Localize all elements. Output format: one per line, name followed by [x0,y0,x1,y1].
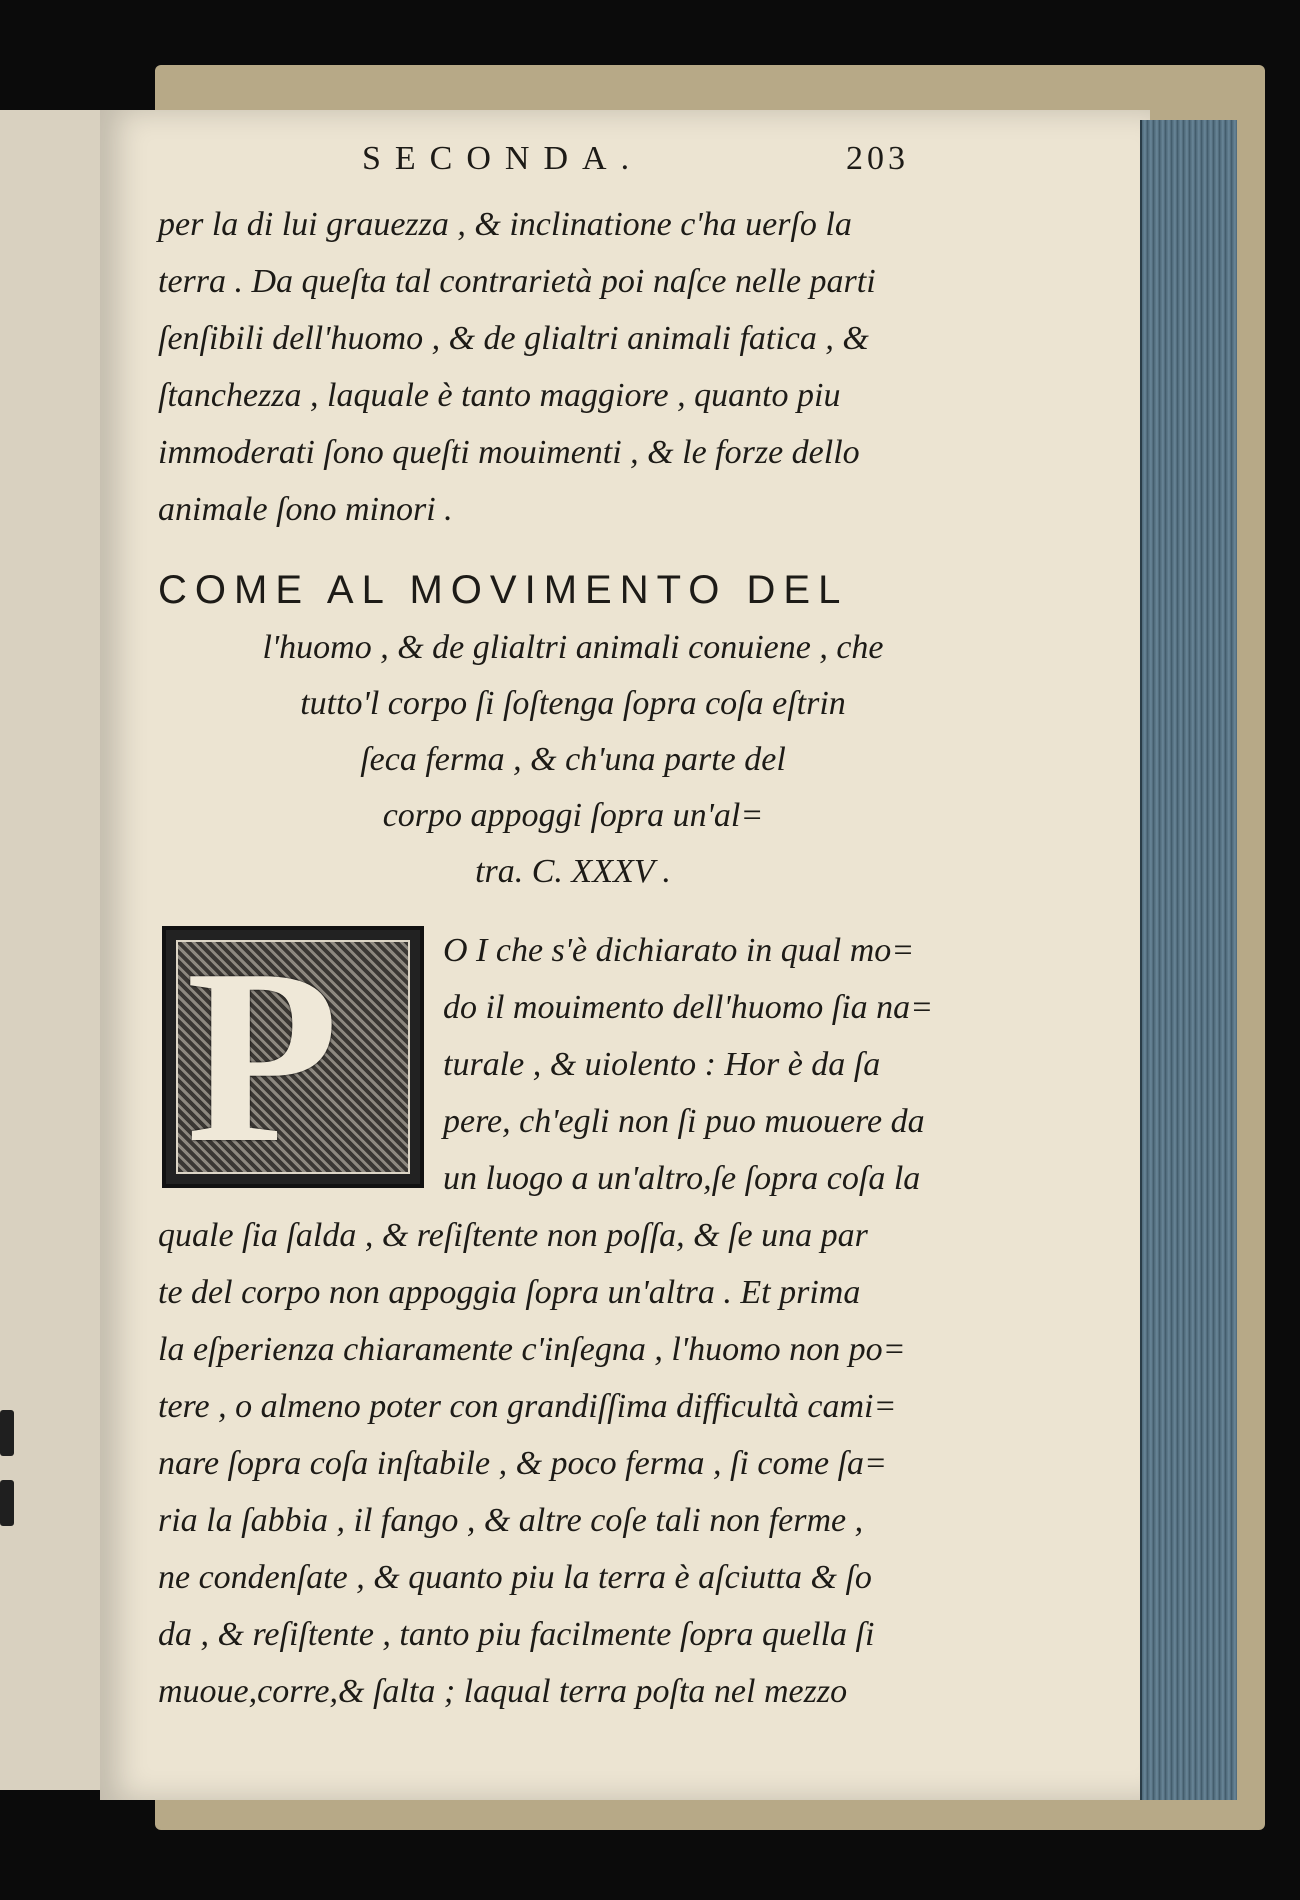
paragraph-1 [158,196,988,538]
paragraph-2 [158,918,988,1720]
text-line: pere, ch'egli non ſi puo muouere da [443,1103,925,1140]
initial-letter: P [186,918,339,1195]
chapter-title-line: tra. C. XXXV . [475,853,671,890]
text-line: terra . Da queſta tal contrarietà poi naſce nelle parti [158,263,876,300]
text-line: per la di lui grauezza , & inclinatione c'ha uerſo la [158,206,852,243]
text-line: te del corpo non appoggia ſopra un'altra . Et prima [158,1274,861,1311]
text-line: ria la ſabbia , il fango , & altre coſe tali non ferme , [158,1502,864,1539]
chapter-title-line: tutto'l corpo ſi ſoſtenga ſopra coſa eſtrin [300,685,846,722]
text-line: ſtanchezza , laquale è tanto maggiore , quanto piu [158,377,841,414]
fore-edge-pages [1140,120,1237,1800]
text-line: immoderati ſono queſti mouimenti , & le forze dello [158,434,860,471]
text-line: muoue,corre,& ſalta ; laqual terra poſta nel mezzo [158,1673,848,1710]
decorated-initial [162,918,424,1195]
chapter-heading: COME AL MOVIMENTO DEL [158,568,849,612]
text-line: O I che s'è dichiarato in qual mo= [443,932,915,969]
page-text [158,140,988,1720]
text-line: turale , & uiolento : Hor è da ſa [443,1046,881,1083]
facing-page-ink-mark [0,1410,14,1456]
running-head: SECONDA. [362,140,644,177]
chapter-title-line: corpo appoggi ſopra un'al= [382,797,764,834]
text-line: animale ſono minori . [158,491,453,528]
chapter-title [158,620,988,900]
page-number: 203 [846,140,909,177]
text-line: do il mouimento dell'huomo ſia na= [443,989,934,1026]
chapter-title-line: ſeca ferma , & ch'una parte del [360,741,786,778]
text-line: nare ſopra coſa inſtabile , & poco ferma , ſi come ſa= [158,1445,887,1482]
text-line: un luogo a un'altro,ſe ſopra coſa la [443,1160,921,1197]
text-line: da , & reſiſtente , tanto piu facilmente ſopra quella ſi [158,1616,875,1653]
text-line: quale ſia ſalda , & reſiſtente non poſſa, & ſe una par [158,1217,868,1254]
text-line: tere , o almeno poter con grandiſſima difficultà cami= [158,1388,897,1425]
facing-page-edge [0,110,103,1790]
facing-page-ink-mark [0,1480,14,1526]
chapter-title-line: l'huomo , & de glialtri animali conuiene , che [262,629,884,666]
text-line: la eſperienza chiaramente c'inſegna , l'huomo non po= [158,1331,906,1368]
text-line: ſenſibili dell'huomo , & de glialtri animali fatica , & [158,320,869,357]
page-header [158,140,988,196]
text-line: ne condenſate , & quanto piu la terra è aſciutta & ſo [158,1559,872,1596]
